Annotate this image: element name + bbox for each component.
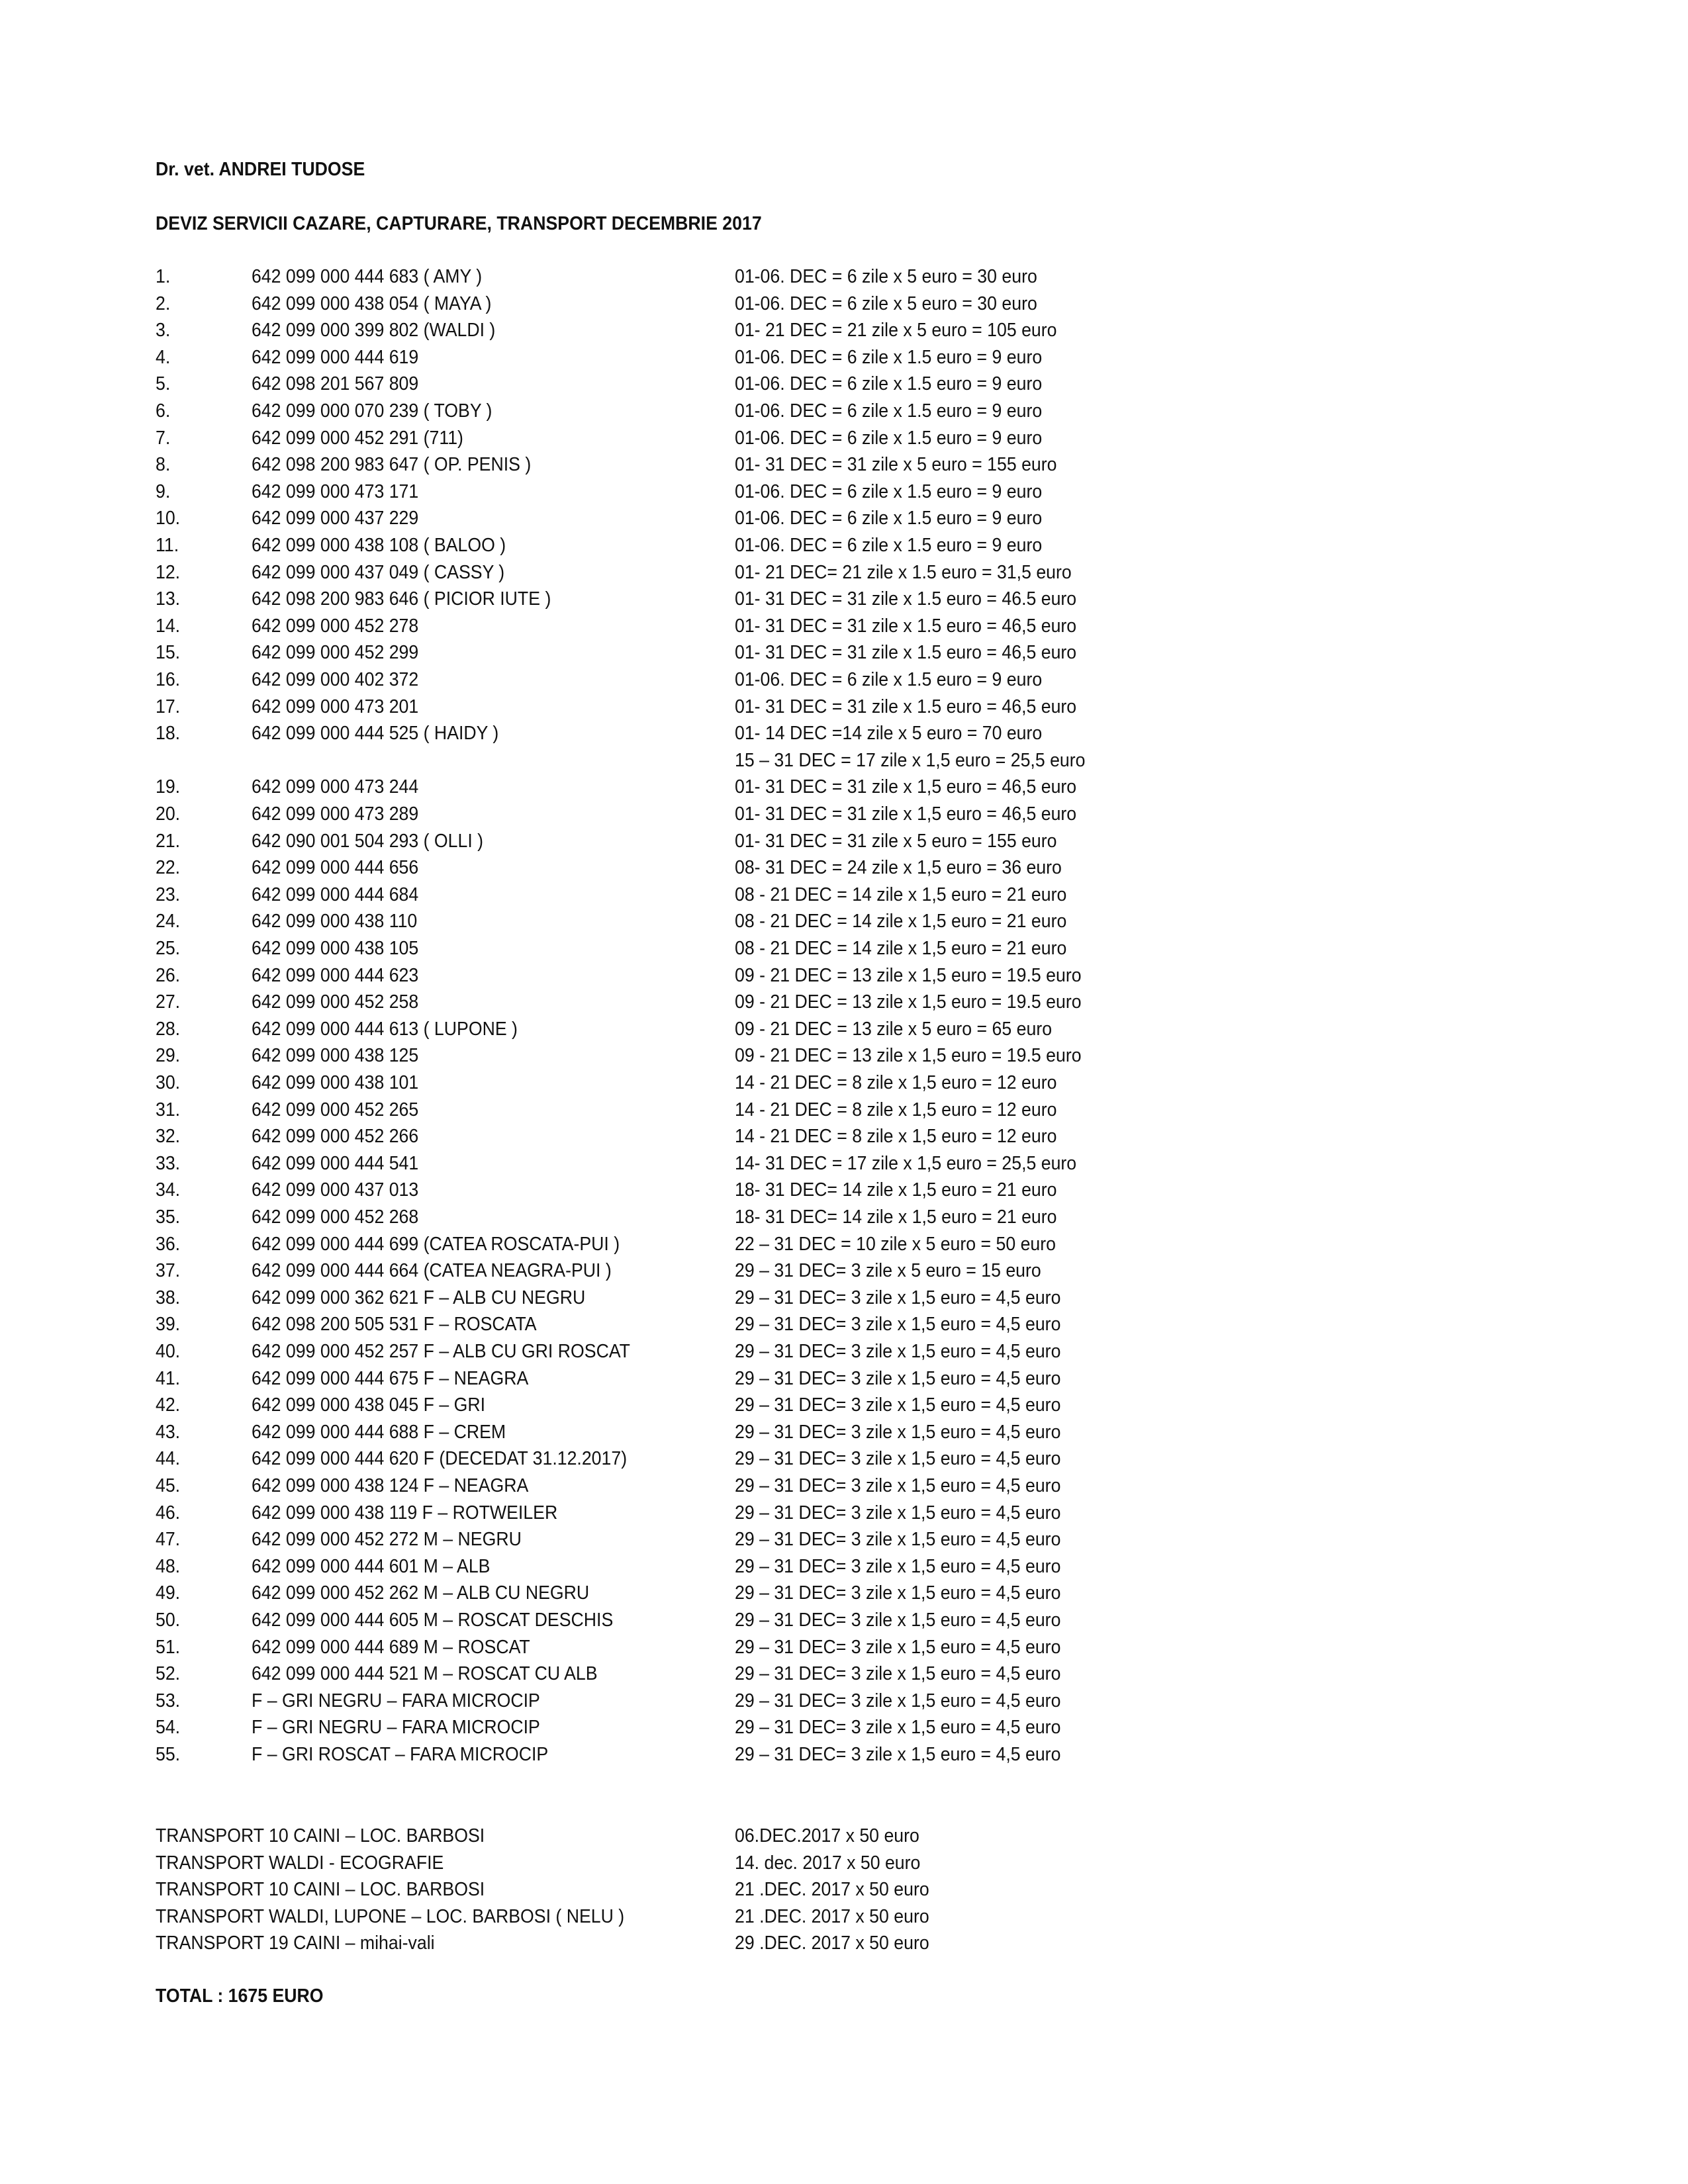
item-period: 09 - 21 DEC = 13 zile x 1,5 euro = 19.5 euro <box>735 991 1082 1013</box>
item-number: 54. <box>156 1717 181 1738</box>
item-number: 53. <box>156 1690 181 1711</box>
item-id: 642 099 000 444 656 <box>252 857 419 878</box>
item-id: 642 090 001 504 293 ( OLLI ) <box>252 831 484 852</box>
item-id: 642 099 000 438 124 F – NEAGRA <box>252 1475 529 1496</box>
item-id: 642 099 000 399 802 (WALDI ) <box>252 320 496 341</box>
item-number: 34. <box>156 1179 181 1201</box>
item-number: 12. <box>156 562 181 583</box>
item-id: 642 099 000 444 521 M – ROSCAT CU ALB <box>252 1663 598 1684</box>
item-number: 22. <box>156 857 181 878</box>
item-id: 642 099 000 438 110 <box>252 911 418 932</box>
item-number: 1. <box>156 266 171 287</box>
item-number: 45. <box>156 1475 181 1496</box>
item-period: 29 – 31 DEC= 3 zile x 1,5 euro = 4,5 euro <box>735 1502 1061 1524</box>
item-id: 642 099 000 070 239 ( TOBY ) <box>252 400 492 422</box>
item-id: 642 099 000 438 108 ( BALOO ) <box>252 535 506 556</box>
item-id: 642 099 000 473 244 <box>252 776 419 797</box>
item-number: 42. <box>156 1394 181 1416</box>
item-number: 44. <box>156 1448 181 1469</box>
item-id: 642 099 000 444 683 ( AMY ) <box>252 266 483 287</box>
item-period: 01- 14 DEC =14 zile x 5 euro = 70 euro <box>735 723 1043 744</box>
item-id: 642 099 000 452 299 <box>252 642 419 663</box>
item-number: 51. <box>156 1637 181 1658</box>
item-number: 20. <box>156 803 181 825</box>
item-id: 642 099 000 452 265 <box>252 1099 419 1120</box>
item-period: 29 – 31 DEC= 3 zile x 1,5 euro = 4,5 euro <box>735 1690 1061 1711</box>
item-id: 642 099 000 452 278 <box>252 615 419 637</box>
item-number: 8. <box>156 454 171 475</box>
item-period: 01- 21 DEC = 21 zile x 5 euro = 105 euro <box>735 320 1057 341</box>
item-id: 642 098 200 983 647 ( OP. PENIS ) <box>252 454 532 475</box>
item-number: 6. <box>156 400 171 422</box>
item-number: 50. <box>156 1610 181 1631</box>
item-id: 642 099 000 444 699 (CATEA ROSCATA-PUI ) <box>252 1234 620 1255</box>
item-id: 642 099 000 362 621 F – ALB CU NEGRU <box>252 1287 586 1308</box>
item-period: 01- 31 DEC = 31 zile x 1.5 euro = 46,5 euro <box>735 642 1077 663</box>
item-number: 23. <box>156 884 181 905</box>
item-period: 01-06. DEC = 6 zile x 1.5 euro = 9 euro <box>735 373 1043 394</box>
item-period: 01-06. DEC = 6 zile x 1.5 euro = 9 euro <box>735 481 1043 502</box>
item-id: 642 099 000 452 272 M – NEGRU <box>252 1529 522 1550</box>
transport-cost: 06.DEC.2017 x 50 euro <box>735 1825 919 1846</box>
item-id: 642 099 000 438 101 <box>252 1072 419 1093</box>
item-number: 30. <box>156 1072 181 1093</box>
item-period: 29 – 31 DEC= 3 zile x 1,5 euro = 4,5 euro <box>735 1368 1061 1389</box>
item-number: 10. <box>156 508 181 529</box>
item-id: 642 099 000 473 171 <box>252 481 419 502</box>
item-number: 55. <box>156 1744 181 1765</box>
item-period: 29 – 31 DEC= 3 zile x 1,5 euro = 4,5 euro <box>735 1744 1061 1765</box>
item-id: 642 099 000 438 045 F – GRI <box>252 1394 486 1416</box>
total-line: TOTAL : 1675 EURO <box>156 1985 324 2007</box>
item-number: 39. <box>156 1314 181 1335</box>
item-number: 38. <box>156 1287 181 1308</box>
author-heading: Dr. vet. ANDREI TUDOSE <box>156 159 365 180</box>
item-number: 26. <box>156 965 181 986</box>
item-id: 642 099 000 438 125 <box>252 1045 419 1066</box>
item-number: 32. <box>156 1126 181 1147</box>
item-period: 01- 31 DEC = 31 zile x 1,5 euro = 46,5 euro <box>735 803 1077 825</box>
item-number: 47. <box>156 1529 181 1550</box>
item-number: 13. <box>156 588 181 610</box>
item-id: 642 099 000 452 262 M – ALB CU NEGRU <box>252 1582 590 1604</box>
item-number: 11. <box>156 535 179 556</box>
item-period: 08 - 21 DEC = 14 zile x 1,5 euro = 21 euro <box>735 884 1067 905</box>
item-period: 29 – 31 DEC= 3 zile x 1,5 euro = 4,5 euro <box>735 1582 1061 1604</box>
item-number: 36. <box>156 1234 181 1255</box>
item-period: 14 - 21 DEC = 8 zile x 1,5 euro = 12 euro <box>735 1099 1057 1120</box>
item-period: 29 – 31 DEC= 3 zile x 1,5 euro = 4,5 euro <box>735 1341 1061 1362</box>
item-number: 25. <box>156 938 181 959</box>
item-period: 29 – 31 DEC= 3 zile x 1,5 euro = 4,5 euro <box>735 1287 1061 1308</box>
item-period: 29 – 31 DEC= 3 zile x 1,5 euro = 4,5 euro <box>735 1448 1061 1469</box>
item-id: 642 099 000 437 013 <box>252 1179 419 1201</box>
item-period: 01-06. DEC = 6 zile x 1.5 euro = 9 euro <box>735 669 1043 690</box>
item-period: 14 - 21 DEC = 8 zile x 1,5 euro = 12 euro <box>735 1126 1057 1147</box>
item-id: 642 099 000 444 613 ( LUPONE ) <box>252 1019 518 1040</box>
item-id: 642 099 000 444 525 ( HAIDY ) <box>252 723 499 744</box>
item-id: 642 099 000 444 689 M – ROSCAT <box>252 1637 530 1658</box>
item-number: 15. <box>156 642 181 663</box>
item-number: 48. <box>156 1556 181 1577</box>
item-number: 31. <box>156 1099 181 1120</box>
item-id: 642 099 000 444 541 <box>252 1153 419 1174</box>
item-id: 642 099 000 473 201 <box>252 696 419 717</box>
transport-label: TRANSPORT WALDI - ECOGRAFIE <box>156 1852 444 1874</box>
item-number: 18. <box>156 723 181 744</box>
item-id: 642 099 000 402 372 <box>252 669 419 690</box>
item-id: 642 099 000 452 291 (711) <box>252 428 463 449</box>
item-period: 01-06. DEC = 6 zile x 1.5 euro = 9 euro <box>735 400 1043 422</box>
item-period: 01- 31 DEC = 31 zile x 1,5 euro = 46,5 euro <box>735 776 1077 797</box>
transport-label: TRANSPORT 10 CAINI – LOC. BARBOSI <box>156 1879 485 1900</box>
item-id: 642 099 000 438 119 F – ROTWEILER <box>252 1502 558 1524</box>
item-period: 29 – 31 DEC= 3 zile x 1,5 euro = 4,5 euro <box>735 1422 1061 1443</box>
item-period: 09 - 21 DEC = 13 zile x 1,5 euro = 19.5 euro <box>735 1045 1082 1066</box>
item-id: F – GRI NEGRU – FARA MICROCIP <box>252 1717 540 1738</box>
item-number: 41. <box>156 1368 181 1389</box>
transport-cost: 21 .DEC. 2017 x 50 euro <box>735 1906 929 1927</box>
item-period: 01-06. DEC = 6 zile x 1.5 euro = 9 euro <box>735 347 1043 368</box>
item-period: 29 – 31 DEC= 3 zile x 1,5 euro = 4,5 euro <box>735 1314 1061 1335</box>
item-id: 642 099 000 473 289 <box>252 803 419 825</box>
item-id: F – GRI ROSCAT – FARA MICROCIP <box>252 1744 549 1765</box>
item-period: 29 – 31 DEC= 3 zile x 1,5 euro = 4,5 euro <box>735 1610 1061 1631</box>
item-id: 642 099 000 444 684 <box>252 884 419 905</box>
item-period: 01-06. DEC = 6 zile x 1.5 euro = 9 euro <box>735 535 1043 556</box>
item-id: 642 099 000 452 258 <box>252 991 419 1013</box>
item-id: 642 099 000 444 620 F (DECEDAT 31.12.2017) <box>252 1448 628 1469</box>
item-number: 21. <box>156 831 181 852</box>
item-number: 16. <box>156 669 181 690</box>
item-number: 28. <box>156 1019 181 1040</box>
item-number: 4. <box>156 347 171 368</box>
item-number: 33. <box>156 1153 181 1174</box>
item-id: 642 099 000 444 601 M – ALB <box>252 1556 491 1577</box>
transport-label: TRANSPORT WALDI, LUPONE – LOC. BARBOSI ( NELU ) <box>156 1906 625 1927</box>
item-period: 08 - 21 DEC = 14 zile x 1,5 euro = 21 euro <box>735 938 1067 959</box>
item-number: 7. <box>156 428 171 449</box>
item-id: 642 099 000 438 054 ( MAYA ) <box>252 293 492 314</box>
item-number: 29. <box>156 1045 181 1066</box>
item-number: 40. <box>156 1341 181 1362</box>
item-number: 37. <box>156 1260 181 1281</box>
item-id: 642 099 000 452 257 F – ALB CU GRI ROSCAT <box>252 1341 630 1362</box>
item-period: 29 – 31 DEC= 3 zile x 1,5 euro = 4,5 euro <box>735 1556 1061 1577</box>
item-period: 18- 31 DEC= 14 zile x 1,5 euro = 21 euro <box>735 1179 1057 1201</box>
transport-label: TRANSPORT 10 CAINI – LOC. BARBOSI <box>156 1825 485 1846</box>
item-period: 01- 31 DEC = 31 zile x 5 euro = 155 euro <box>735 831 1057 852</box>
item-period: 01- 31 DEC = 31 zile x 1.5 euro = 46,5 euro <box>735 615 1077 637</box>
item-number: 35. <box>156 1206 181 1228</box>
item-id: 642 099 000 444 688 F – CREM <box>252 1422 506 1443</box>
item-period: 29 – 31 DEC= 3 zile x 5 euro = 15 euro <box>735 1260 1041 1281</box>
transport-label: TRANSPORT 19 CAINI – mihai-vali <box>156 1933 435 1954</box>
item-period: 18- 31 DEC= 14 zile x 1,5 euro = 21 euro <box>735 1206 1057 1228</box>
item-period: 09 - 21 DEC = 13 zile x 5 euro = 65 euro <box>735 1019 1053 1040</box>
item-id: 642 099 000 444 623 <box>252 965 419 986</box>
item-period: 08 - 21 DEC = 14 zile x 1,5 euro = 21 euro <box>735 911 1067 932</box>
item-number: 17. <box>156 696 181 717</box>
item-id: 642 099 000 444 605 M – ROSCAT DESCHIS <box>252 1610 614 1631</box>
item-number: 24. <box>156 911 181 932</box>
item-number: 52. <box>156 1663 181 1684</box>
item-period: 22 – 31 DEC = 10 zile x 5 euro = 50 euro <box>735 1234 1056 1255</box>
item-id: 642 099 000 444 664 (CATEA NEAGRA-PUI ) <box>252 1260 612 1281</box>
item-id: 642 099 000 444 619 <box>252 347 419 368</box>
item-number: 49. <box>156 1582 181 1604</box>
item-period: 01-06. DEC = 6 zile x 1.5 euro = 9 euro <box>735 428 1043 449</box>
item-period: 01- 21 DEC= 21 zile x 1.5 euro = 31,5 euro <box>735 562 1072 583</box>
transport-cost: 29 .DEC. 2017 x 50 euro <box>735 1933 929 1954</box>
item-id: 642 099 000 438 105 <box>252 938 419 959</box>
item-period: 15 – 31 DEC = 17 zile x 1,5 euro = 25,5 euro <box>735 750 1086 771</box>
item-period: 09 - 21 DEC = 13 zile x 1,5 euro = 19.5 euro <box>735 965 1082 986</box>
item-period: 29 – 31 DEC= 3 zile x 1,5 euro = 4,5 euro <box>735 1394 1061 1416</box>
item-id: 642 099 000 452 266 <box>252 1126 419 1147</box>
item-id: 642 098 200 983 646 ( PICIOR IUTE ) <box>252 588 551 610</box>
item-period: 01- 31 DEC = 31 zile x 1.5 euro = 46.5 euro <box>735 588 1077 610</box>
item-id: 642 098 201 567 809 <box>252 373 419 394</box>
item-id: 642 099 000 437 229 <box>252 508 419 529</box>
item-number: 5. <box>156 373 171 394</box>
item-period: 01-06. DEC = 6 zile x 5 euro = 30 euro <box>735 266 1037 287</box>
item-id: 642 099 000 444 675 F – NEAGRA <box>252 1368 529 1389</box>
item-id: 642 099 000 452 268 <box>252 1206 419 1228</box>
item-period: 01- 31 DEC = 31 zile x 1.5 euro = 46,5 euro <box>735 696 1077 717</box>
document-title: DEVIZ SERVICII CAZARE, CAPTURARE, TRANSPORT DECEMBRIE 2017 <box>156 213 762 234</box>
item-period: 29 – 31 DEC= 3 zile x 1,5 euro = 4,5 euro <box>735 1475 1061 1496</box>
item-period: 14- 31 DEC = 17 zile x 1,5 euro = 25,5 euro <box>735 1153 1077 1174</box>
item-number: 43. <box>156 1422 181 1443</box>
item-id: F – GRI NEGRU – FARA MICROCIP <box>252 1690 540 1711</box>
item-number: 14. <box>156 615 181 637</box>
item-period: 29 – 31 DEC= 3 zile x 1,5 euro = 4,5 euro <box>735 1529 1061 1550</box>
item-period: 29 – 31 DEC= 3 zile x 1,5 euro = 4,5 euro <box>735 1717 1061 1738</box>
item-period: 14 - 21 DEC = 8 zile x 1,5 euro = 12 euro <box>735 1072 1057 1093</box>
item-period: 01- 31 DEC = 31 zile x 5 euro = 155 euro <box>735 454 1057 475</box>
item-id: 642 098 200 505 531 F – ROSCATA <box>252 1314 537 1335</box>
transport-cost: 21 .DEC. 2017 x 50 euro <box>735 1879 929 1900</box>
item-number: 2. <box>156 293 171 314</box>
transport-cost: 14. dec. 2017 x 50 euro <box>735 1852 921 1874</box>
item-period: 01-06. DEC = 6 zile x 5 euro = 30 euro <box>735 293 1037 314</box>
item-period: 01-06. DEC = 6 zile x 1.5 euro = 9 euro <box>735 508 1043 529</box>
item-number: 3. <box>156 320 171 341</box>
item-period: 29 – 31 DEC= 3 zile x 1,5 euro = 4,5 euro <box>735 1637 1061 1658</box>
item-number: 9. <box>156 481 171 502</box>
item-period: 08- 31 DEC = 24 zile x 1,5 euro = 36 euro <box>735 857 1062 878</box>
item-number: 19. <box>156 776 181 797</box>
item-number: 27. <box>156 991 181 1013</box>
item-id: 642 099 000 437 049 ( CASSY ) <box>252 562 505 583</box>
item-number: 46. <box>156 1502 181 1524</box>
item-period: 29 – 31 DEC= 3 zile x 1,5 euro = 4,5 euro <box>735 1663 1061 1684</box>
